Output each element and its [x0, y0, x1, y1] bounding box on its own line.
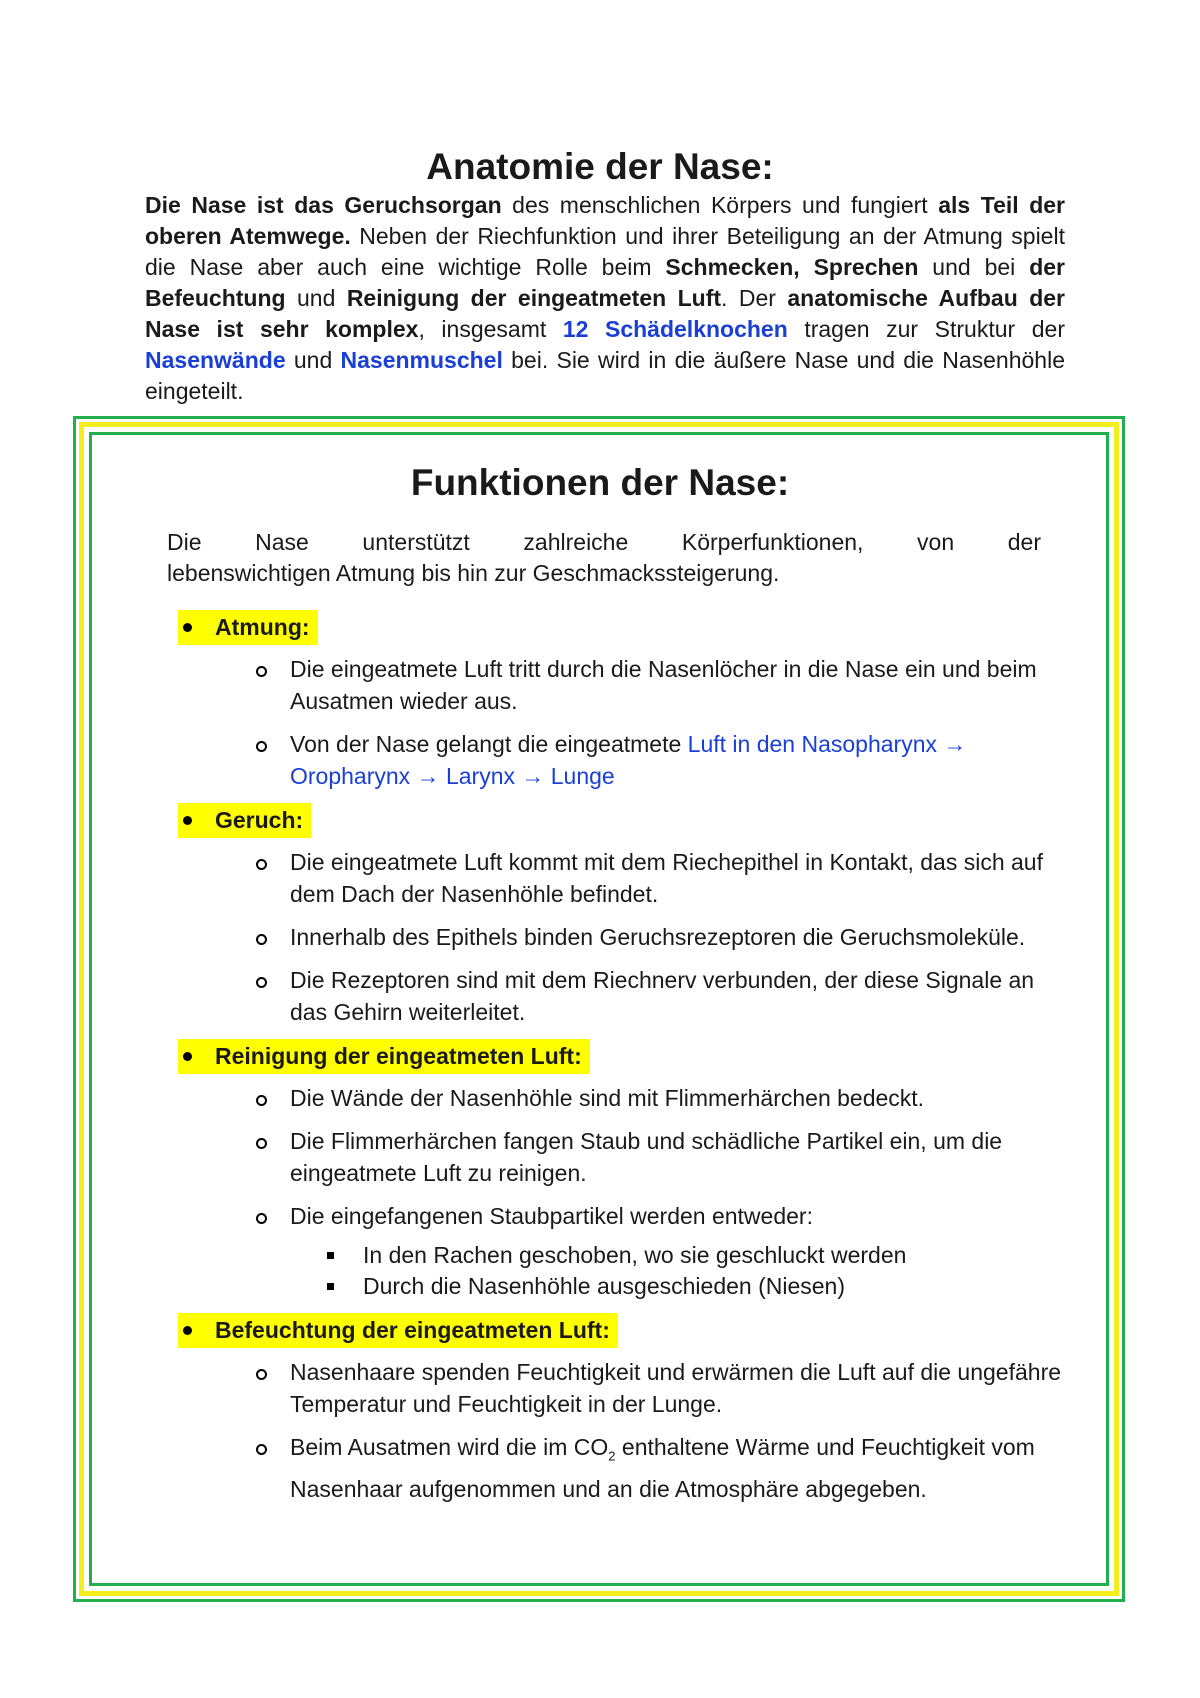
intro-paragraph [145, 190, 1065, 407]
circle-bullet-icon [256, 1213, 267, 1224]
category-heading [178, 803, 311, 838]
circle-bullet-icon [256, 666, 267, 677]
sub-list-item [178, 1200, 1070, 1302]
sub-item-text: Die eingeatmete Luft kommt mit dem Riechepithel in Kontakt, das sich auf dem Dach der Nasenhöhle befindet. [290, 849, 1043, 907]
nested-item-text: Durch die Nasenhöhle ausgeschieden (Niesen) [363, 1273, 846, 1299]
bullet-icon [183, 1052, 192, 1061]
functions-list [178, 610, 1078, 1516]
intro-text-9: und [285, 347, 341, 373]
sub-list-item [178, 653, 1070, 717]
category-label: Atmung: [215, 614, 310, 640]
sub-item-text: Beim Ausatmen wird die im CO [290, 1434, 609, 1460]
intro-text-2: Neben der Riechfunktion und ihrer Beteiligung an der Atmung spielt die Nase aber auch eine wichtige Rolle beim [145, 223, 1065, 280]
intro-blue-1: 12 Schädelknochen [562, 316, 788, 342]
bullet-icon [183, 1326, 192, 1335]
sub-item-text: Nasenhaare spenden Feuchtigkeit und erwärmen die Luft auf die ungefähre Temperatur und Feuchtigkeit in der Lunge. [290, 1359, 1062, 1417]
subscript-text: 2 [608, 1448, 616, 1464]
sub-list [178, 1356, 1078, 1505]
category-label: Geruch: [215, 807, 304, 833]
sub-list-item [178, 1082, 1070, 1114]
sub-list-item [178, 846, 1070, 910]
intro-bold-1: Die Nase ist das Geruchsorgan [145, 192, 502, 218]
intro-bold-5: Reinigung der eingeatmeten Luft [346, 285, 722, 311]
sub-item-text: Die Rezeptoren sind mit dem Riechnerv verbunden, der diese Signale an das Gehirn weiterleitet. [290, 967, 1035, 1025]
sub-list [178, 846, 1078, 1028]
circle-bullet-icon [256, 859, 267, 870]
sub-item-text: Die eingeatmete Luft tritt durch die Nasenlöcher in die Nase ein und beim Ausatmen wieder aus. [290, 656, 1037, 714]
nested-item-text: In den Rachen geschoben, wo sie geschluckt werden [363, 1242, 907, 1268]
category-item [178, 1313, 1078, 1505]
sub-list-item [178, 728, 1070, 792]
category-item [178, 610, 1078, 792]
bullet-icon [183, 816, 192, 825]
sub-list-item [178, 1431, 1070, 1505]
sub-list [178, 1082, 1078, 1302]
intro-bold-6: anatomische Aufbau der Nase ist sehr komplex [145, 285, 1065, 342]
circle-bullet-icon [256, 934, 267, 945]
intro-text-8: tragen zur Struktur der [787, 316, 1065, 342]
circle-bullet-icon [256, 1095, 267, 1106]
functions-intro [167, 527, 1041, 589]
circle-bullet-icon [256, 1138, 267, 1149]
circle-bullet-icon [256, 741, 267, 752]
page-title: Anatomie der Nase: [426, 146, 774, 187]
nested-list [290, 1240, 1070, 1302]
sub-item-text: Die Flimmerhärchen fangen Staub und schädliche Partikel ein, um die eingeatmete Luft zu reinigen. [290, 1128, 1003, 1186]
category-item [178, 1039, 1078, 1302]
sub-item-highlight-text: Luft in den Nasopharynx → Oropharynx → Larynx → Lunge [290, 731, 967, 789]
intro-blue-2: Nasenwände [145, 347, 286, 373]
intro-bold-4: der Befeuchtung [145, 254, 1065, 311]
intro-bold-3: Schmecken, Sprechen [665, 254, 919, 280]
functions-intro-line-2: lebenswichtigen Atmung bis hin zur Geschmackssteigerung. [167, 560, 780, 586]
sub-item-text: Von der Nase gelangt die eingeatmete [290, 731, 688, 757]
sub-list-item [178, 1356, 1070, 1420]
sub-item-text-cont: enthaltene Wärme und Feuchtigkeit vom Nasenhaar aufgenommen und an die Atmosphäre abgegeben. [290, 1434, 1035, 1502]
sub-item-text: Innerhalb des Epithels binden Geruchsrezeptoren die Geruchsmoleküle. [290, 924, 1026, 950]
category-heading [178, 1039, 590, 1074]
intro-text-6: Der [727, 285, 788, 311]
circle-bullet-icon [256, 1444, 267, 1455]
sub-list [178, 653, 1078, 792]
intro-blue-3: Nasenmuschel [340, 347, 503, 373]
nested-list-item [290, 1240, 1070, 1271]
intro-text-10: bei. Sie wird in die äußere Nase und die Nasenhöhle eingeteilt. [145, 347, 1065, 404]
category-heading [178, 610, 318, 645]
category-label: Befeuchtung der eingeatmeten Luft: [215, 1317, 610, 1343]
intro-bold-2: als Teil der oberen Atemwege. [145, 192, 1065, 249]
circle-bullet-icon [256, 1369, 267, 1380]
square-bullet-icon [327, 1252, 334, 1259]
sub-item-text: Die Wände der Nasenhöhle sind mit Flimmerhärchen bedeckt. [290, 1085, 925, 1111]
sub-list-item [178, 921, 1070, 953]
intro-text-3: und bei [918, 254, 1030, 280]
sub-item-text: Die eingefangenen Staubpartikel werden entweder: [290, 1203, 813, 1229]
nested-list-item [290, 1271, 1070, 1302]
sub-list-item [178, 964, 1070, 1028]
category-heading [178, 1313, 618, 1348]
intro-text-4: und [285, 285, 347, 311]
functions-title: Funktionen der Nase: [410, 462, 790, 503]
bullet-icon [183, 623, 192, 632]
sub-list-item [178, 1125, 1070, 1189]
intro-text-1: des menschlichen Körpers und fungiert [501, 192, 939, 218]
circle-bullet-icon [256, 977, 267, 988]
category-item [178, 803, 1078, 1028]
intro-text-5: . [721, 285, 728, 311]
square-bullet-icon [327, 1283, 334, 1290]
intro-text-7: , insgesamt [418, 316, 563, 342]
functions-intro-line-1: Die Nase unterstützt zahlreiche Körperfunktionen, von der [167, 529, 1041, 555]
category-label: Reinigung der eingeatmeten Luft: [215, 1043, 582, 1069]
